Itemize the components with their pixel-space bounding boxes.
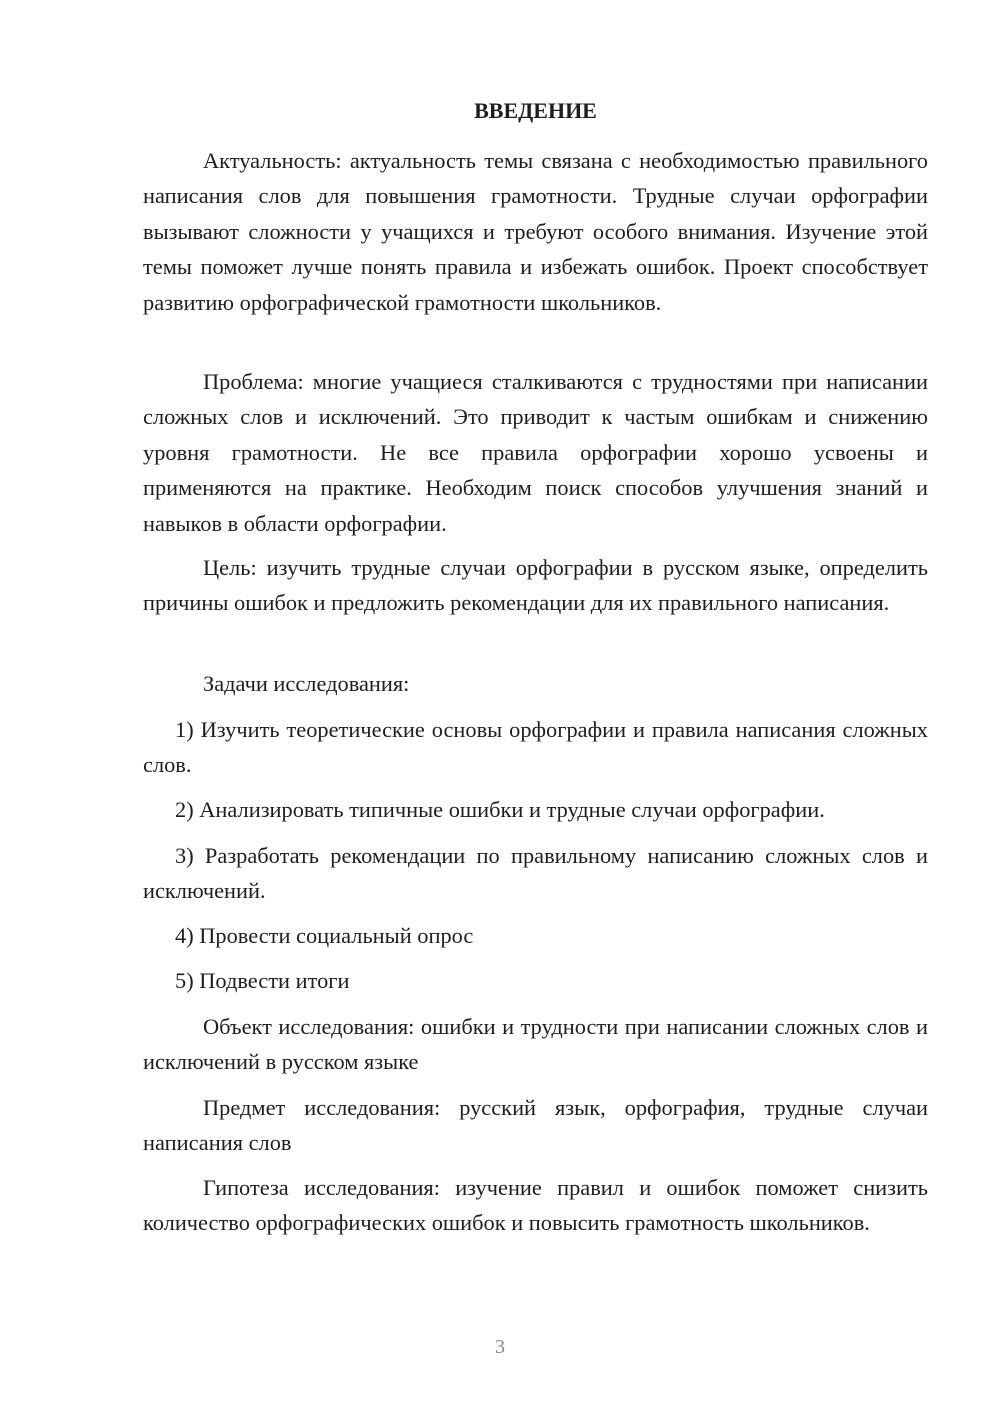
paragraph-relevance: Актуальность: актуальность темы связана с необходимостью правильного написания слов для повышения грамотности. Трудные случаи орфографии вызывают сложности у учащихся и требуют особого внимания. Изучение этой темы поможет лучше понять правила и избежать ошибок. Проект способствует развитию орфографической грамотности школьников.	[143, 148, 928, 315]
tasks-heading: Задачи исследования:	[203, 671, 410, 696]
list-item: 5) Подвести итоги	[175, 968, 350, 993]
paragraph-goal: Цель: изучить трудные случаи орфографии в русском языке, определить причины ошибок и предложить рекомендации для их правильного написания.	[143, 555, 928, 616]
list-item: 4) Провести социальный опрос	[175, 923, 474, 948]
paragraph-hypothesis: Гипотеза исследования: изучение правил и ошибок поможет снизить количество орфографических ошибок и повысить грамотность школьников.	[143, 1175, 928, 1236]
page-number: 3	[495, 1336, 505, 1358]
page-title: ВВЕДЕНИЕ	[474, 98, 597, 123]
list-item: 1) Изучить теоретические основы орфографии и правила написания сложных слов.	[143, 717, 928, 778]
paragraph-subject: Предмет исследования: русский язык, орфография, трудные случаи написания слов	[143, 1095, 928, 1156]
paragraph-object: Объект исследования: ошибки и трудности при написании сложных слов и исключений в русском языке	[143, 1014, 928, 1075]
list-item: 2) Анализировать типичные ошибки и трудные случаи орфографии.	[175, 797, 825, 822]
list-item: 3) Разработать рекомендации по правильному написанию сложных слов и исключений.	[143, 843, 928, 904]
paragraph-problem: Проблема: многие учащиеся сталкиваются с трудностями при написании сложных слов и исключений. Это приводит к частым ошибкам и снижению уровня грамотности. Не все правила орфографии хорошо усвоены и применяются на практике. Необходим поиск способов улучшения знаний и навыков в области орфографии.	[143, 369, 928, 536]
